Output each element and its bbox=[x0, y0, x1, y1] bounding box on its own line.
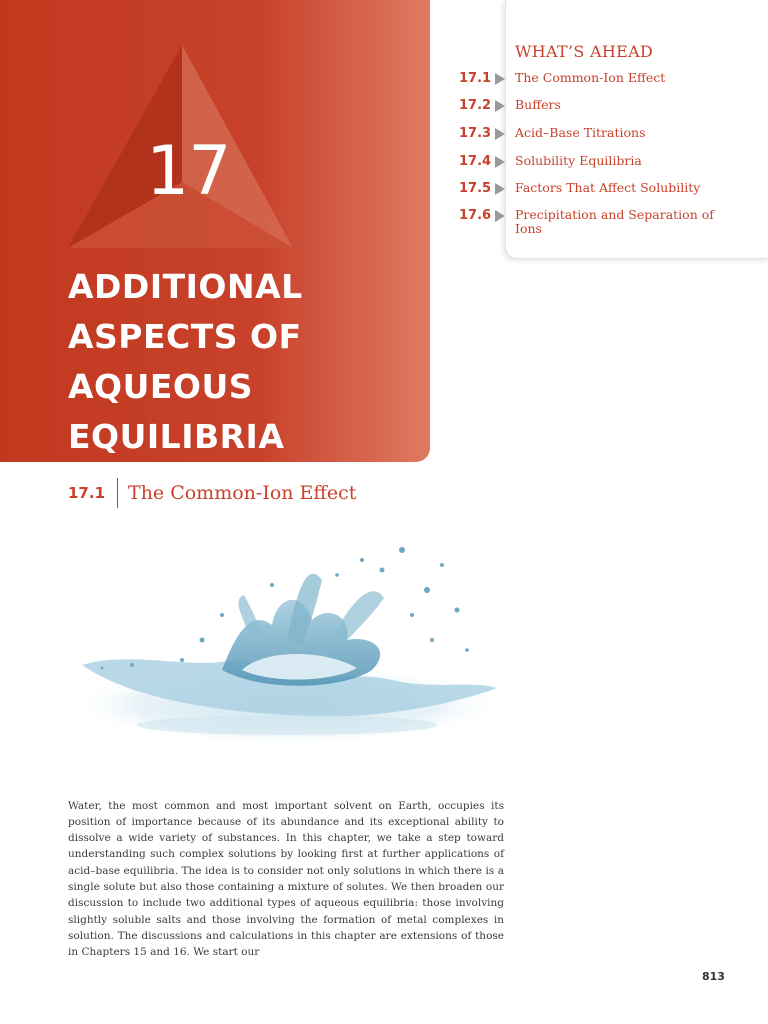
arrow-right-icon bbox=[495, 210, 505, 222]
page-number: 813 bbox=[702, 970, 725, 983]
toc-number: 17.1 bbox=[459, 71, 492, 86]
whats-ahead-title: WHAT’S AHEAD bbox=[515, 42, 654, 61]
toc-number: 17.6 bbox=[459, 208, 492, 223]
body-paragraph: Water, the most common and most important solvent on Earth, occupies its position of importance because of its abundance and its exceptional ability to dissolve a wide variety of substances. In this chapter, we take a step toward understanding such complex solutions by looking first at further applications of acid–base equilibria. The idea is to consider not only solutions in which there is a single solute but also those containing a mixture of solutes. We then broaden our discussion to include two additional types of aqueous equilibria: those involving slightly soluble salts and those involving the formation of metal complexes in solution. The discussions and calculations in this chapter are extensions of those in Chapters 15 and 16. We start our bbox=[68, 799, 504, 959]
section-title: The Common-Ion Effect bbox=[128, 482, 357, 504]
water-splash-image bbox=[72, 520, 502, 760]
chapter-banner bbox=[0, 0, 430, 462]
toc-label: Buffers bbox=[515, 97, 561, 112]
section-number: 17.1 bbox=[68, 484, 106, 502]
toc-number: 17.4 bbox=[459, 154, 492, 169]
chapter-title-line: EQUILIBRIA bbox=[68, 417, 285, 456]
toc-label: Solubility Equilibria bbox=[515, 153, 642, 168]
arrow-right-icon bbox=[495, 156, 505, 168]
arrow-right-icon bbox=[495, 100, 505, 112]
toc-number: 17.3 bbox=[459, 126, 492, 141]
chapter-number: 17 bbox=[146, 132, 231, 211]
toc-label: Acid–Base Titrations bbox=[515, 125, 646, 140]
chapter-title-line: ADDITIONAL bbox=[68, 267, 303, 306]
chapter-title bbox=[68, 262, 303, 462]
arrow-right-icon bbox=[495, 183, 505, 195]
section-divider bbox=[117, 478, 118, 508]
toc-label: Factors That Affect Solubility bbox=[515, 180, 701, 195]
chapter-title-line: ASPECTS OF bbox=[68, 317, 302, 356]
toc-number: 17.2 bbox=[459, 98, 492, 113]
toc-label: Precipitation and Separation of Ions bbox=[515, 207, 714, 236]
arrow-right-icon bbox=[495, 73, 505, 85]
section-heading bbox=[68, 478, 356, 508]
toc-label: The Common-Ion Effect bbox=[515, 70, 666, 85]
arrow-right-icon bbox=[495, 128, 505, 140]
chapter-title-line: AQUEOUS bbox=[68, 367, 254, 406]
toc-number: 17.5 bbox=[459, 181, 492, 196]
